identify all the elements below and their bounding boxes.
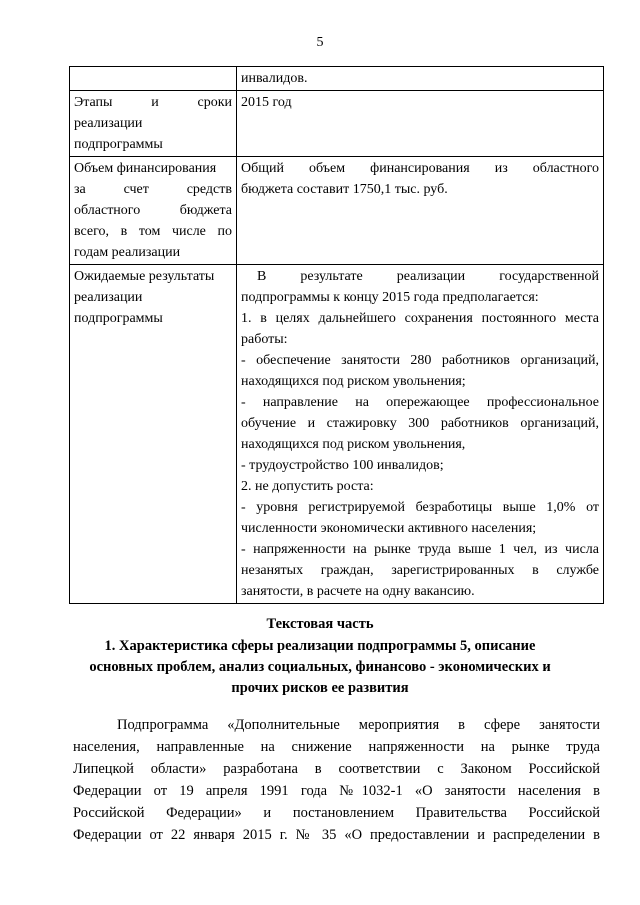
label-line: Этапы и сроки — [74, 95, 232, 110]
value-line: Общий объем финансирования из областного — [241, 161, 599, 176]
label-line: реализации — [74, 290, 143, 305]
label-line: реализации — [74, 116, 143, 131]
value-line: находящихся под риском увольнения; — [241, 374, 466, 389]
label-line: областного бюджета — [74, 203, 232, 218]
value-line: подпрограммы к концу 2015 года предполагается: — [241, 290, 539, 305]
value-line: 2. не допустить роста: — [241, 479, 374, 494]
table-value-cell — [237, 67, 604, 91]
body-paragraph — [73, 714, 600, 846]
value-line: бюджета составит 1750,1 тыс. руб. — [241, 182, 448, 197]
value-line: инвалидов. — [241, 71, 308, 86]
section-title: Текстовая часть — [266, 616, 374, 632]
label-line: подпрограммы — [74, 137, 163, 152]
label-line: за счет средств — [74, 182, 232, 197]
table-value-cell — [237, 157, 604, 265]
body-line: Липецкой области» разработана в соответствии с Законом Российской — [73, 761, 600, 777]
body-line: Подпрограмма «Дополнительные мероприятия в сфере занятости — [117, 717, 600, 733]
value-line: - напряженности на рынке труда выше 1 чел, из числа — [241, 542, 599, 557]
table-row — [70, 265, 604, 604]
page-number: 5 — [316, 35, 324, 50]
body-line: Российской Федерации» и постановлением Правительства Российской — [73, 805, 600, 821]
value-line: В результате реализации государственной — [257, 269, 599, 284]
label-line: Ожидаемые результаты — [74, 269, 215, 284]
value-line: обучение и стажировку 300 работников организаций, — [241, 416, 599, 431]
value-line: 1. в целях дальнейшего сохранения постоянного места — [241, 311, 599, 326]
value-line: 2015 год — [241, 95, 292, 110]
heading-line: 1. Характеристика сферы реализации подпрограммы 5, описание — [104, 638, 536, 654]
value-line: - уровня регистрируемой безработицы выше 1,0% от — [241, 500, 599, 515]
label-line: Объем финансирования — [74, 161, 217, 176]
subprogram-passport-table — [69, 66, 604, 604]
table-row — [70, 157, 604, 265]
value-line: занятости, в расчете на одну вакансию. — [241, 584, 475, 599]
value-line: работы: — [241, 332, 288, 347]
value-line: численности экономически активного населения; — [241, 521, 537, 536]
table-label-cell — [70, 91, 237, 157]
value-line: находящихся под риском увольнения, — [241, 437, 466, 452]
table-value-cell — [237, 91, 604, 157]
value-line: - направление на опережающее профессиональное — [241, 395, 599, 410]
table-label-cell — [70, 265, 237, 604]
body-line: Федерации от 22 января 2015 г. № 35 «О предоставлении и распределении в — [73, 827, 600, 843]
label-line: всего, в том числе по — [74, 224, 232, 239]
table-label-cell — [70, 157, 237, 265]
body-line: Федерации от 19 апреля 1991 года №1032-1 «О занятости населения в — [73, 783, 600, 799]
heading-line: основных проблем, анализ социальных, финансово - экономических и — [89, 659, 551, 675]
table-row — [70, 91, 604, 157]
heading-line: прочих рисков ее развития — [231, 680, 409, 696]
table-label-cell — [70, 67, 237, 91]
value-line: - трудоустройство 100 инвалидов; — [241, 458, 444, 473]
body-line: населения, направленные на снижение напряженности на рынке труда — [73, 739, 600, 755]
value-line: - обеспечение занятости 280 работников организаций, — [241, 353, 599, 368]
table-row — [70, 67, 604, 91]
table-value-cell — [237, 265, 604, 604]
label-line: подпрограммы — [74, 311, 163, 326]
value-line: незанятых граждан, зарегистрированных в службе — [241, 563, 599, 578]
section-heading — [60, 636, 580, 699]
label-line: годам реализации — [74, 245, 181, 260]
